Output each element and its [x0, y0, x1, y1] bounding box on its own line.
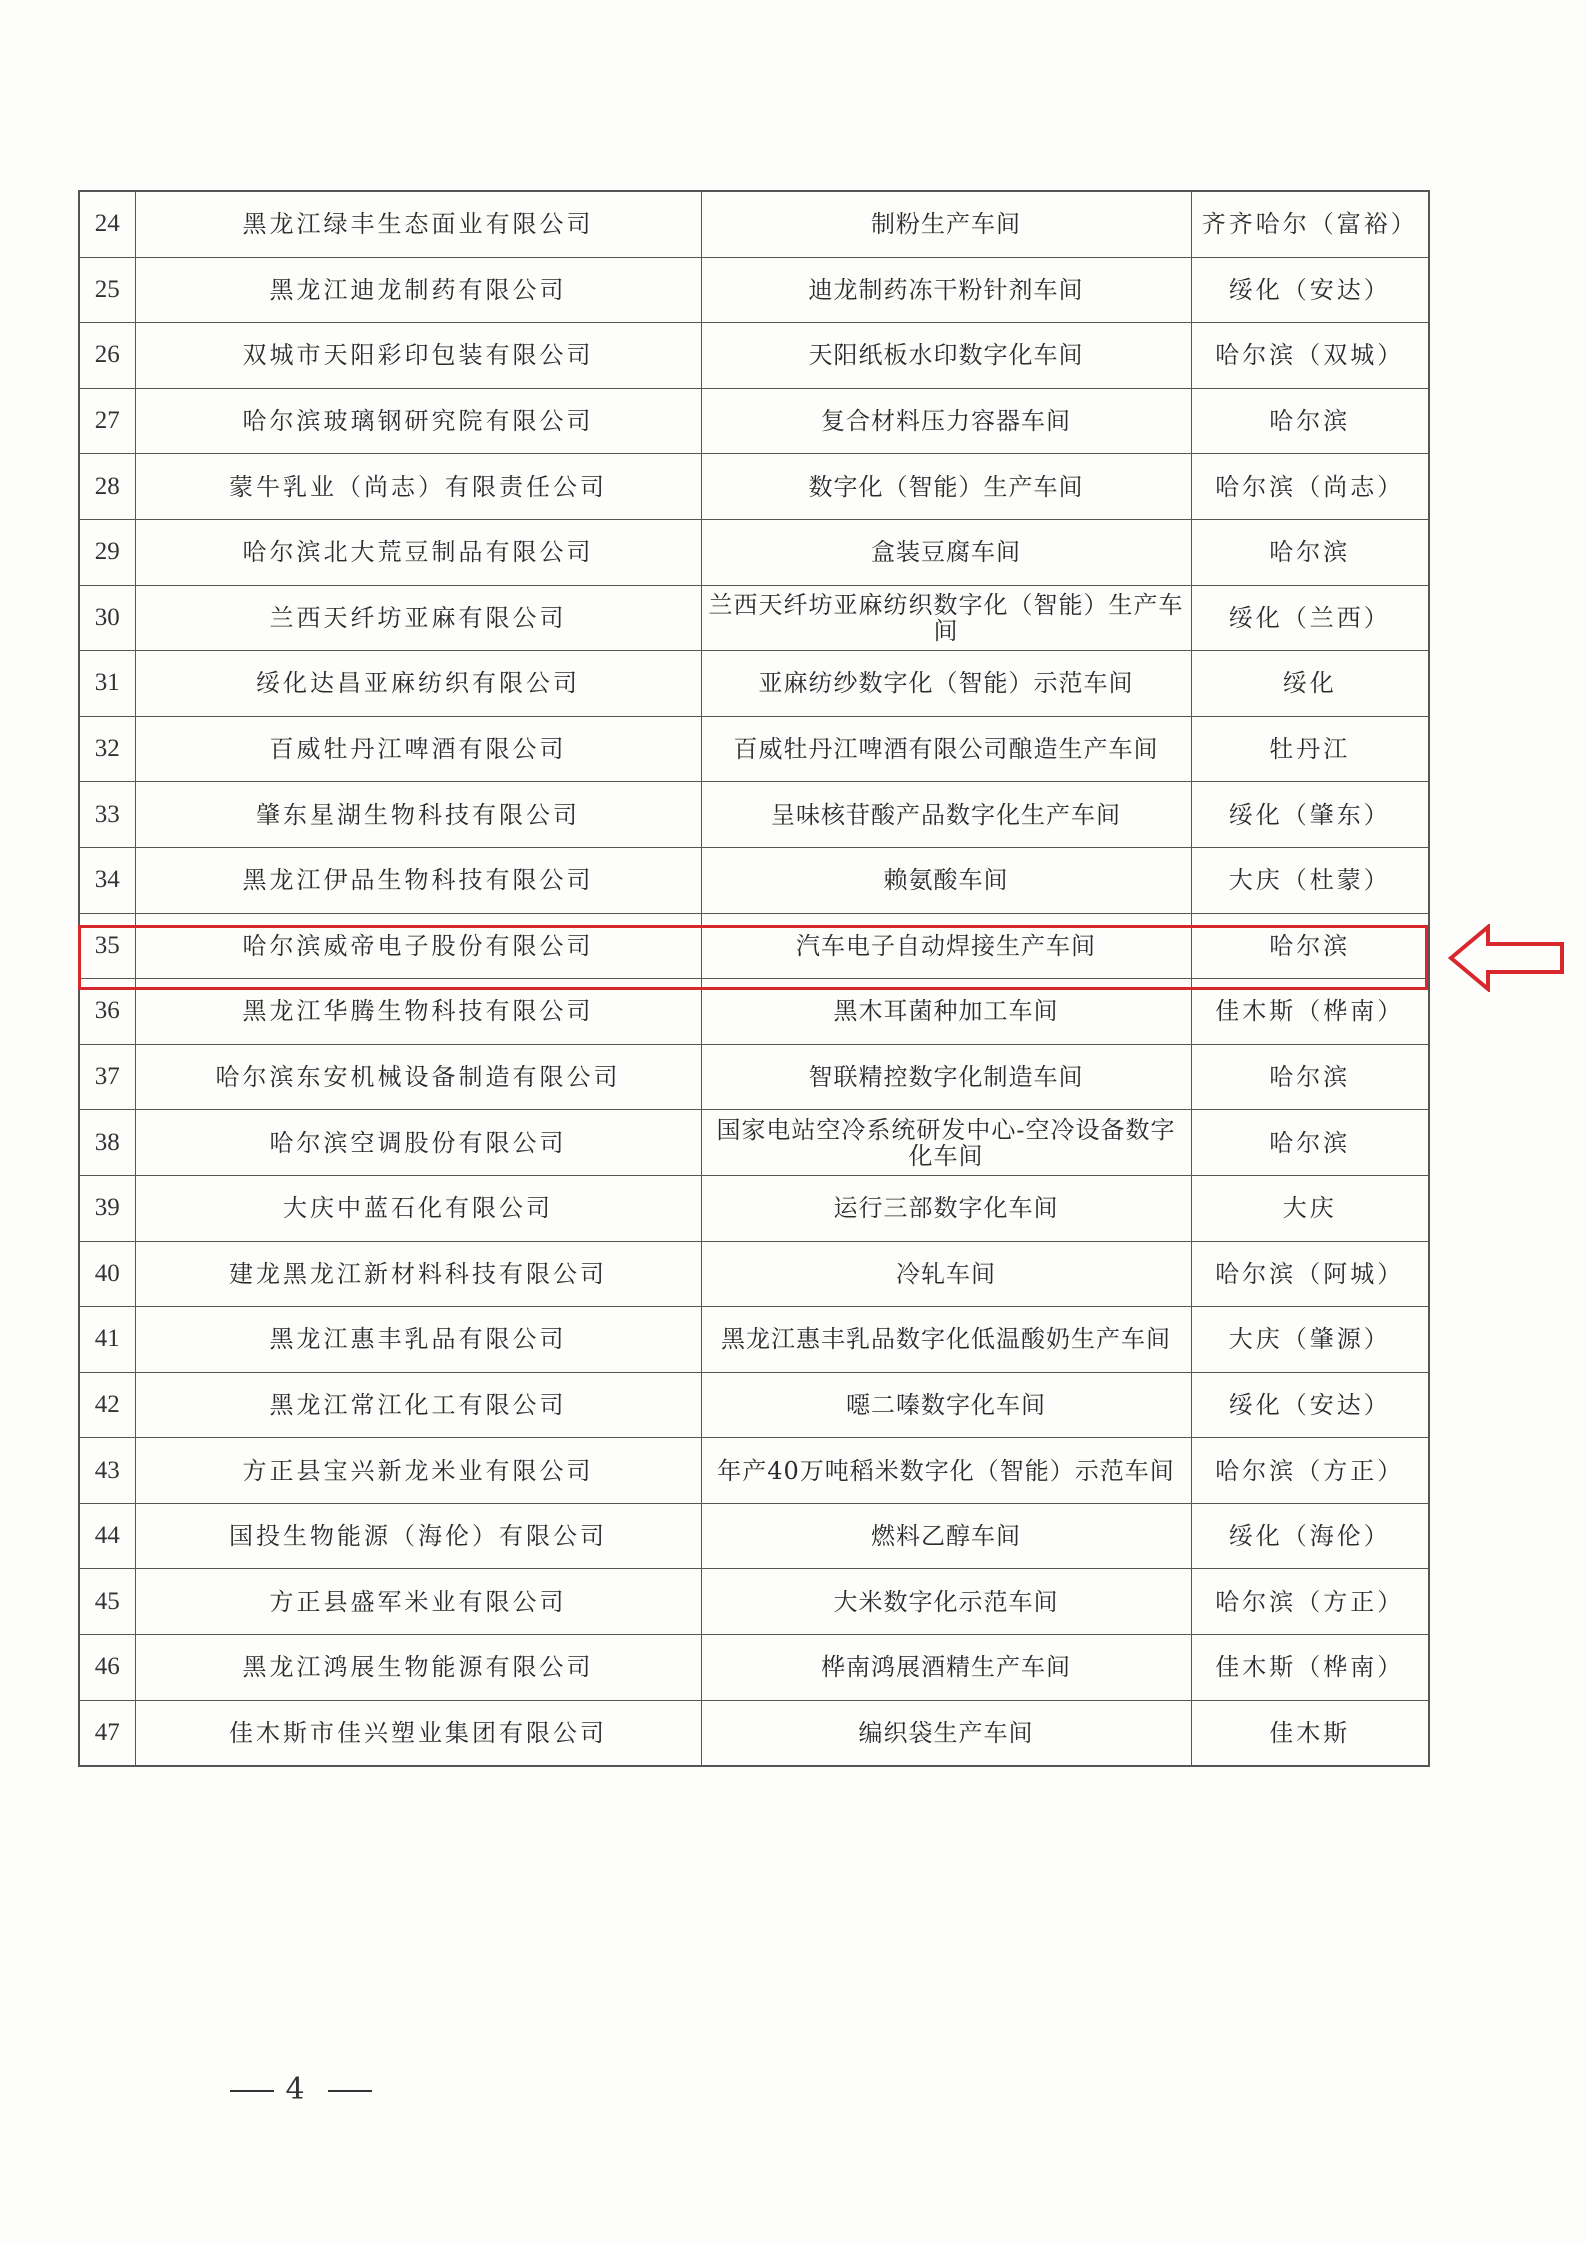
workshop-name: 黑龙江惠丰乳品数字化低温酸奶生产车间 — [701, 1307, 1191, 1373]
workshop-name: 亚麻纺纱数字化（智能）示范车间 — [701, 651, 1191, 717]
company-name: 黑龙江惠丰乳品有限公司 — [135, 1307, 701, 1373]
location: 哈尔滨 — [1191, 1110, 1429, 1176]
table-row — [79, 651, 1429, 717]
row-index: 27 — [79, 388, 135, 454]
company-name: 哈尔滨北大荒豆制品有限公司 — [135, 519, 701, 585]
table-row — [79, 847, 1429, 913]
workshop-name: 智联精控数字化制造车间 — [701, 1044, 1191, 1110]
company-name: 哈尔滨威帝电子股份有限公司 — [135, 913, 701, 979]
workshop-name: 国家电站空冷系统研发中心-空冷设备数字化车间 — [701, 1110, 1191, 1176]
location: 哈尔滨 — [1191, 519, 1429, 585]
row-index: 26 — [79, 323, 135, 389]
location: 佳木斯（桦南） — [1191, 979, 1429, 1045]
workshop-name: 编织袋生产车间 — [701, 1700, 1191, 1766]
location: 绥化 — [1191, 651, 1429, 717]
table-row — [79, 323, 1429, 389]
workshop-name: 盒装豆腐车间 — [701, 519, 1191, 585]
location: 大庆（杜蒙） — [1191, 847, 1429, 913]
table-row — [79, 1241, 1429, 1307]
company-name: 国投生物能源（海伦）有限公司 — [135, 1503, 701, 1569]
table-row — [79, 782, 1429, 848]
table-row — [79, 1110, 1429, 1176]
table-row — [79, 1372, 1429, 1438]
workshop-name: 噁二嗪数字化车间 — [701, 1372, 1191, 1438]
workshop-name: 黑木耳菌种加工车间 — [701, 979, 1191, 1045]
table-row — [79, 257, 1429, 323]
table-row — [79, 1175, 1429, 1241]
company-name: 黑龙江伊品生物科技有限公司 — [135, 847, 701, 913]
location: 牡丹江 — [1191, 716, 1429, 782]
location: 绥化（兰西） — [1191, 585, 1429, 651]
location: 哈尔滨 — [1191, 913, 1429, 979]
location: 绥化（安达） — [1191, 1372, 1429, 1438]
location: 大庆 — [1191, 1175, 1429, 1241]
company-name: 黑龙江绿丰生态面业有限公司 — [135, 191, 701, 257]
location: 齐齐哈尔（富裕） — [1191, 191, 1429, 257]
workshop-name: 年产40万吨稻米数字化（智能）示范车间 — [701, 1438, 1191, 1504]
table-row — [79, 1044, 1429, 1110]
company-name: 黑龙江迪龙制药有限公司 — [135, 257, 701, 323]
table-row — [79, 1569, 1429, 1635]
row-index: 42 — [79, 1372, 135, 1438]
table-row — [79, 1700, 1429, 1766]
company-name: 百威牡丹江啤酒有限公司 — [135, 716, 701, 782]
workshop-name: 天阳纸板水印数字化车间 — [701, 323, 1191, 389]
table-row — [79, 585, 1429, 651]
row-index: 34 — [79, 847, 135, 913]
row-index: 44 — [79, 1503, 135, 1569]
row-index: 36 — [79, 979, 135, 1045]
table-row — [79, 1635, 1429, 1701]
location: 哈尔滨（方正） — [1191, 1438, 1429, 1504]
table-row — [79, 191, 1429, 257]
location: 哈尔滨（双城） — [1191, 323, 1429, 389]
workshop-name: 百威牡丹江啤酒有限公司酿造生产车间 — [701, 716, 1191, 782]
page-number-dash — [230, 2090, 274, 2092]
row-index: 28 — [79, 454, 135, 520]
table-row — [79, 1307, 1429, 1373]
company-name: 哈尔滨东安机械设备制造有限公司 — [135, 1044, 701, 1110]
workshop-name: 复合材料压力容器车间 — [701, 388, 1191, 454]
workshop-name: 燃料乙醇车间 — [701, 1503, 1191, 1569]
row-index: 46 — [79, 1635, 135, 1701]
workshop-name: 数字化（智能）生产车间 — [701, 454, 1191, 520]
company-name: 哈尔滨空调股份有限公司 — [135, 1110, 701, 1176]
company-name: 方正县盛军米业有限公司 — [135, 1569, 701, 1635]
company-name: 黑龙江鸿展生物能源有限公司 — [135, 1635, 701, 1701]
table-row — [79, 716, 1429, 782]
table-row — [79, 454, 1429, 520]
company-name: 哈尔滨玻璃钢研究院有限公司 — [135, 388, 701, 454]
row-index: 29 — [79, 519, 135, 585]
workshop-name: 迪龙制药冻干粉针剂车间 — [701, 257, 1191, 323]
row-index: 47 — [79, 1700, 135, 1766]
location: 哈尔滨（阿城） — [1191, 1241, 1429, 1307]
workshop-name: 兰西天纤坊亚麻纺织数字化（智能）生产车间 — [701, 585, 1191, 651]
table-row — [79, 388, 1429, 454]
location: 绥化（海伦） — [1191, 1503, 1429, 1569]
table-row — [79, 979, 1429, 1045]
row-index: 43 — [79, 1438, 135, 1504]
workshop-name: 制粉生产车间 — [701, 191, 1191, 257]
workshop-name: 运行三部数字化车间 — [701, 1175, 1191, 1241]
row-index: 32 — [79, 716, 135, 782]
company-name: 方正县宝兴新龙米业有限公司 — [135, 1438, 701, 1504]
table-row-highlighted — [79, 913, 1429, 979]
company-name: 佳木斯市佳兴塑业集团有限公司 — [135, 1700, 701, 1766]
location: 哈尔滨 — [1191, 1044, 1429, 1110]
workshop-name: 呈味核苷酸产品数字化生产车间 — [701, 782, 1191, 848]
company-name: 兰西天纤坊亚麻有限公司 — [135, 585, 701, 651]
table-row — [79, 1438, 1429, 1504]
company-name: 黑龙江常江化工有限公司 — [135, 1372, 701, 1438]
enterprise-workshop-table — [78, 190, 1430, 1767]
location: 哈尔滨 — [1191, 388, 1429, 454]
row-index: 41 — [79, 1307, 135, 1373]
company-name: 绥化达昌亚麻纺织有限公司 — [135, 651, 701, 717]
page-number-value: 4 — [285, 2072, 305, 2107]
company-name: 双城市天阳彩印包装有限公司 — [135, 323, 701, 389]
workshop-name: 桦南鸿展酒精生产车间 — [701, 1635, 1191, 1701]
workshop-name: 冷轧车间 — [701, 1241, 1191, 1307]
location: 佳木斯 — [1191, 1700, 1429, 1766]
location: 哈尔滨（方正） — [1191, 1569, 1429, 1635]
company-name: 肇东星湖生物科技有限公司 — [135, 782, 701, 848]
location: 佳木斯（桦南） — [1191, 1635, 1429, 1701]
workshop-name: 大米数字化示范车间 — [701, 1569, 1191, 1635]
workshop-name: 汽车电子自动焊接生产车间 — [701, 913, 1191, 979]
table-row — [79, 1503, 1429, 1569]
row-index: 45 — [79, 1569, 135, 1635]
company-name: 大庆中蓝石化有限公司 — [135, 1175, 701, 1241]
left-arrow-outline-icon — [1448, 924, 1566, 992]
location: 哈尔滨（尚志） — [1191, 454, 1429, 520]
row-index: 33 — [79, 782, 135, 848]
row-index: 37 — [79, 1044, 135, 1110]
company-name: 黑龙江华腾生物科技有限公司 — [135, 979, 701, 1045]
row-index: 25 — [79, 257, 135, 323]
row-index: 35 — [79, 913, 135, 979]
location: 绥化（安达） — [1191, 257, 1429, 323]
workshop-name: 赖氨酸车间 — [701, 847, 1191, 913]
location: 绥化（肇东） — [1191, 782, 1429, 848]
location: 大庆（肇源） — [1191, 1307, 1429, 1373]
table-row — [79, 519, 1429, 585]
row-index: 30 — [79, 585, 135, 651]
company-name: 蒙牛乳业（尚志）有限责任公司 — [135, 454, 701, 520]
row-index: 31 — [79, 651, 135, 717]
page-number-dash — [328, 2090, 372, 2092]
row-index: 39 — [79, 1175, 135, 1241]
row-index: 38 — [79, 1110, 135, 1176]
row-index: 24 — [79, 191, 135, 257]
row-index: 40 — [79, 1241, 135, 1307]
company-name: 建龙黑龙江新材料科技有限公司 — [135, 1241, 701, 1307]
